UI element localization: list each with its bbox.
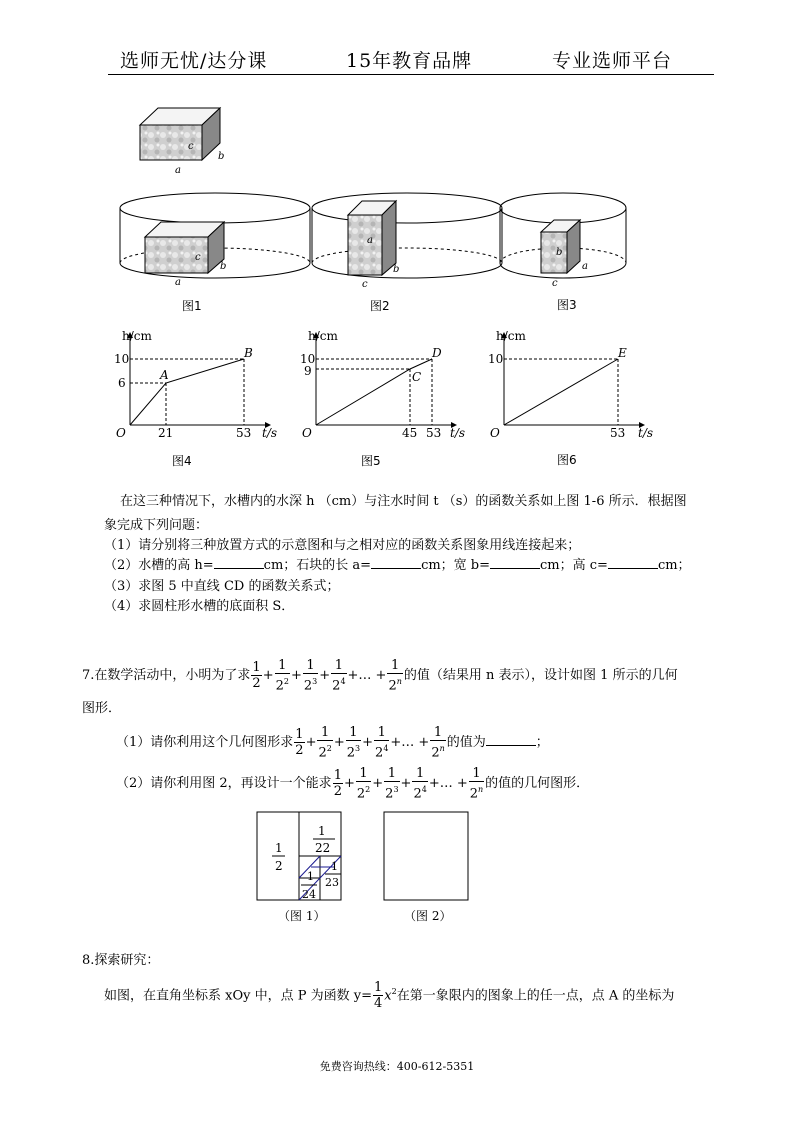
caption-fig3: 图3 — [557, 298, 577, 312]
svg-text:h/cm: h/cm — [308, 329, 338, 343]
svg-text:1: 1 — [331, 860, 338, 873]
problem6-q1: （1）请分别将三种放置方式的示意图和与之相对应的函数关系图象用线连接起来； — [104, 538, 581, 553]
svg-text:1: 1 — [307, 870, 314, 883]
svg-text:c: c — [552, 278, 558, 289]
svg-text:h/cm: h/cm — [122, 329, 152, 343]
caption-square-fig1: （图 1） — [278, 909, 326, 923]
svg-text:1: 1 — [318, 824, 326, 838]
tank-figure-2 — [312, 193, 502, 290]
graph-fig4 — [114, 329, 277, 440]
svg-text:9: 9 — [304, 364, 312, 378]
svg-text:c: c — [195, 252, 201, 263]
svg-text:21: 21 — [158, 426, 174, 440]
problem6-q3: （3）求图 5 中直线 CD 的函数关系式； — [104, 579, 340, 594]
stone-block — [140, 108, 224, 176]
header-center: 15年教育品牌 — [346, 50, 473, 72]
svg-text:E: E — [618, 346, 627, 360]
svg-text:b: b — [220, 261, 227, 272]
svg-text:b: b — [393, 264, 400, 275]
svg-text:53: 53 — [426, 426, 442, 440]
problem7-line1: 7.在数学活动中，小明为了求 $\frac{1}{2}$ + $\frac{1}{2^2}$ + $\frac{1}{2^3}$ + $\frac{1}{2^4}$ +… + $\frac{1}{2^n}$ 的值（结果用 n 表示），设计如图 1 所示的几何 — [82, 658, 678, 694]
svg-text:23: 23 — [325, 876, 339, 889]
svg-text:a: a — [175, 277, 181, 288]
caption-fig6: 图6 — [557, 453, 577, 467]
svg-text:2: 2 — [275, 859, 283, 873]
problem7-q2: （2）请你利用图 2，再设计一个能求 $\frac{1}{2}$ + $\frac{1}{2^2}$ + $\frac{1}{2^3}$ + $\frac{1}{2^4}$ +… + $\frac{1}{2^n}$ 的值的几何图形． — [116, 766, 590, 802]
problem6-q2: （2）水槽的高 h= cm；石块的长 a= cm；宽 b= cm；高 c= cm； — [104, 558, 691, 573]
svg-text:b: b — [218, 151, 225, 162]
svg-text:10: 10 — [300, 352, 316, 366]
function-graphs — [110, 325, 670, 450]
tank-figure-1 — [120, 193, 310, 288]
header-left: 选师无忧/达分课 — [120, 50, 268, 72]
svg-text:53: 53 — [236, 426, 252, 440]
problem6-intro-line2: 象完成下列问题： — [104, 518, 209, 533]
problem6-q4: （4）求圆柱形水槽的底面积 S． — [104, 599, 295, 614]
svg-text:b: b — [556, 247, 563, 258]
svg-text:t/s: t/s — [638, 426, 654, 440]
square-figure-2 — [384, 812, 468, 900]
graph-fig5 — [300, 329, 465, 440]
svg-text:1: 1 — [275, 841, 283, 855]
svg-text:24: 24 — [302, 888, 316, 901]
svg-text:O: O — [116, 426, 126, 440]
problem7-line2: 图形． — [82, 701, 122, 716]
square-figure-1 — [257, 812, 341, 901]
svg-text:h/cm: h/cm — [496, 329, 526, 343]
problem7-figures — [255, 810, 475, 905]
caption-square-fig2: （图 2） — [404, 909, 452, 923]
tank-figure-3 — [500, 193, 626, 289]
svg-text:45: 45 — [402, 426, 418, 440]
caption-fig4: 图4 — [172, 454, 192, 468]
svg-text:a: a — [582, 261, 588, 272]
header-right: 专业选师平台 — [552, 50, 673, 72]
svg-text:6: 6 — [118, 376, 126, 390]
tank-figures — [100, 95, 660, 315]
caption-fig2: 图2 — [370, 299, 390, 313]
svg-text:O: O — [490, 426, 500, 440]
caption-fig1: 图1 — [182, 299, 202, 313]
svg-text:53: 53 — [610, 426, 626, 440]
svg-text:t/s: t/s — [262, 426, 278, 440]
svg-text:10: 10 — [114, 352, 130, 366]
graph-fig6 — [488, 329, 653, 440]
svg-text:A: A — [160, 368, 169, 382]
svg-text:t/s: t/s — [450, 426, 466, 440]
svg-text:c: c — [188, 141, 194, 152]
problem6-intro-line1: 在这三种情况下，水槽内的水深 h （cm）与注水时间 t （s）的函数关系如上图 1-6 所示．根据图 — [120, 494, 687, 509]
problem8-title: 8.探索研究： — [82, 953, 160, 968]
svg-text:B: B — [244, 346, 253, 360]
svg-text:D: D — [432, 346, 442, 360]
footer-hotline: 免费咨询热线：400-612-5351 — [319, 1060, 475, 1073]
svg-text:O: O — [302, 426, 312, 440]
svg-text:c: c — [362, 279, 368, 290]
problem7-q1: （1）请你利用这个几何图形求 $\frac{1}{2}$ + $\frac{1}{2^2}$ + $\frac{1}{2^3}$ + $\frac{1}{2^4}$ +… + $\frac{1}{2^n}$ 的值为 ； — [116, 725, 549, 761]
svg-text:a: a — [175, 165, 181, 176]
svg-text:a: a — [367, 235, 373, 246]
header-rule — [108, 74, 714, 75]
svg-text:C: C — [412, 370, 422, 384]
svg-text:22: 22 — [315, 841, 331, 855]
problem8-line1: 如图，在直角坐标系 xOy 中，点 P 为函数 y= $\frac{1}{4}$ $x^2$在第一象限内的图象上的任一点，点 A 的坐标为 — [104, 980, 675, 1012]
svg-text:10: 10 — [488, 352, 504, 366]
caption-fig5: 图5 — [361, 454, 381, 468]
